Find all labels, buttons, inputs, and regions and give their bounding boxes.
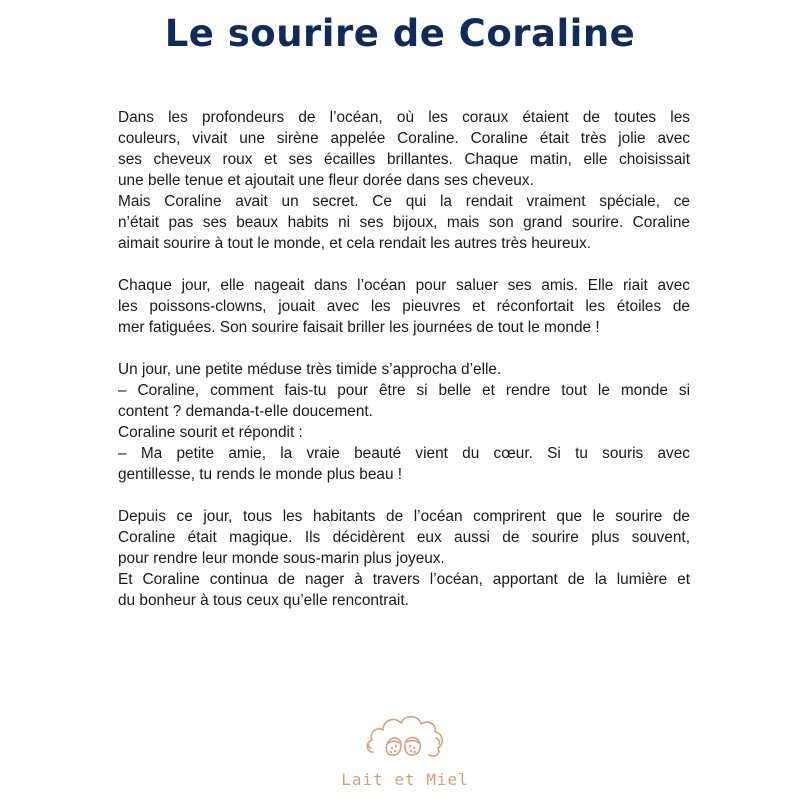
story-paragraph [118,275,690,338]
story-line: les poissons-clowns, jouait avec les pieuvres et réconfortait les étoiles de [118,298,690,315]
story-line: Mais Coraline avait un secret. Ce qui la rendait vraiment spéciale, ce [118,193,690,210]
story-line: – Ma petite amie, la vraie beauté vient du cœur. Si tu souris avec [118,445,690,462]
story-body [118,107,690,632]
story-line: mer fatiguées. Son sourire faisait briller les journées de tout le monde ! [118,319,600,336]
story-line: – Coraline, comment fais-tu pour être si belle et rendre tout le monde si [118,382,690,399]
story-line: Et Coraline continua de nager à travers l’océan, apportant de la lumière et [118,571,690,588]
story-line: content ? demanda-t-elle doucement. [118,403,373,420]
story-paragraph [118,506,690,611]
story-line: Depuis ce jour, tous les habitants de l’océan comprirent que le sourire de [118,508,690,525]
story-line: une belle tenue et ajoutait une fleur dorée dans ses cheveux. [118,172,534,189]
brand-logo [335,708,475,789]
story-line: Coraline était magique. Ils décidèrent eux aussi de sourire plus souvent, [118,529,690,546]
story-line: Un jour, une petite méduse très timide s’approcha d’elle. [118,361,502,378]
story-line: gentillesse, tu rends le monde plus beau ! [118,466,403,483]
story-line: Dans les profondeurs de l’océan, où les coraux étaient de toutes les [118,109,690,126]
story-line: du bonheur à tous ceux qu’elle rencontrait. [118,592,409,609]
brand-name: Lait et Miel [341,770,469,789]
story-paragraph [118,359,690,485]
story-line: ses cheveux roux et ses écailles brillantes. Chaque matin, elle choisissait [118,151,690,168]
story-line: Chaque jour, elle nageait dans l’océan pour saluer ses amis. Elle riait avec [118,277,690,294]
baby-shoes-cloud-icon [363,708,447,764]
story-line: pour rendre leur monde sous-marin plus joyeux. [118,550,445,567]
story-line: couleurs, vivait une sirène appelée Coraline. Coraline était très jolie avec [118,130,690,147]
story-paragraph [118,107,690,254]
page-title: Le sourire de Coraline [164,12,636,55]
story-line: n’était pas ses beaux habits ni ses bijoux, mais son grand sourire. Coraline [118,214,690,231]
story-line: Coraline sourit et répondit : [118,424,303,441]
story-line: aimait sourire à tout le monde, et cela rendait les autres très heureux. [118,235,592,252]
